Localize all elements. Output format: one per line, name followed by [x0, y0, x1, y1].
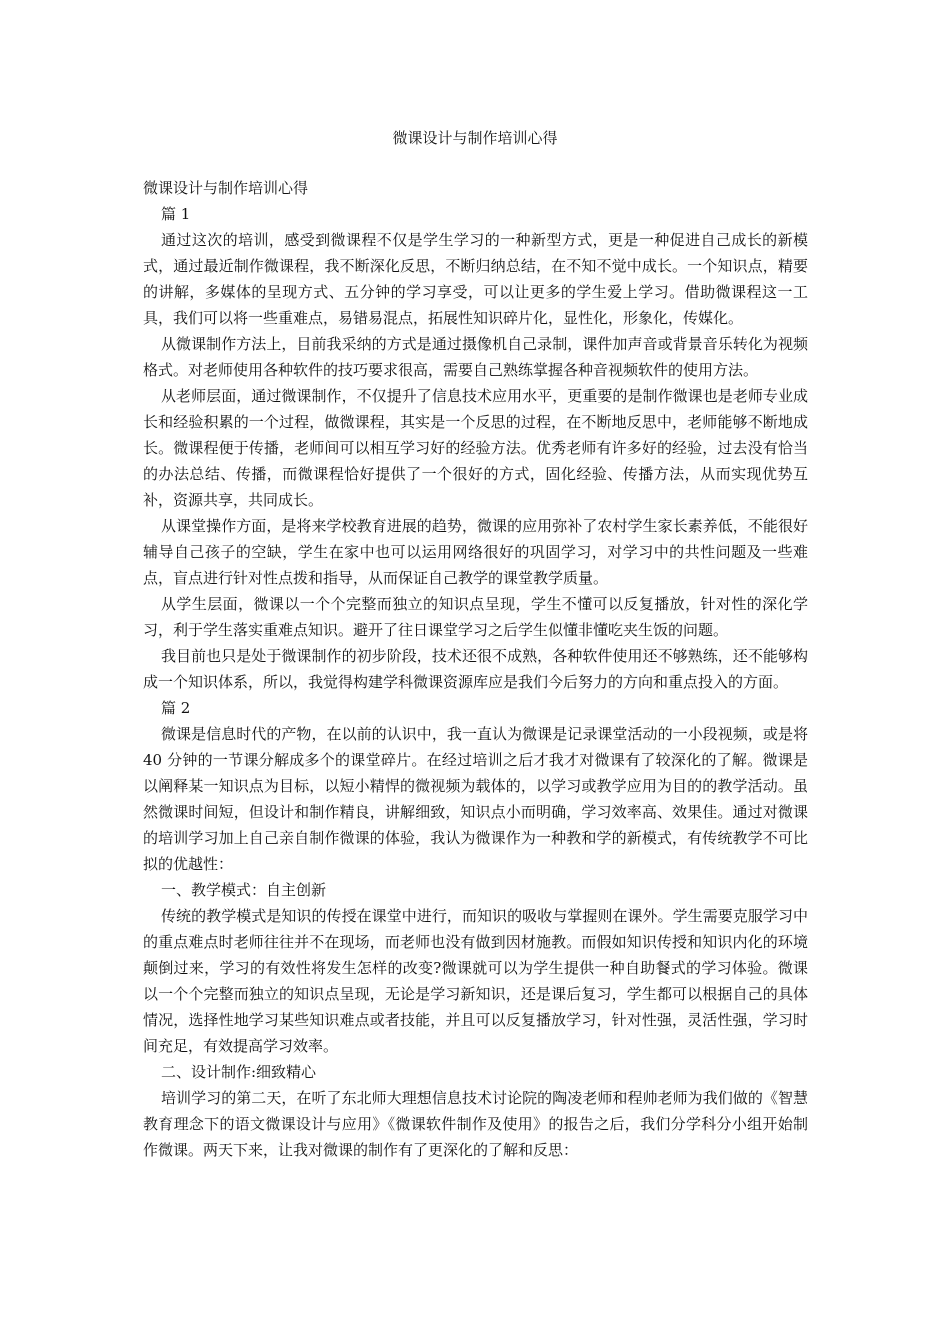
paragraph: 通过这次的培训，感受到微课程不仅是学生学习的一种新型方式，更是一种促进自己成长的新模式，通过最近制作微课程，我不断深化反思，不断归纳总结，在不知不觉中成长。一个知识点，精要的讲解，多媒体的呈现方式、五分钟的学习享受，可以让更多的学生爱上学习。借助微课程这一工具，我们可以将一些重难点，易错易混点，拓展性知识碎片化，显性化，形象化，传媒化。	[143, 231, 808, 327]
paragraph: 从学生层面，微课以一个个完整而独立的知识点呈现，学生不懂可以反复播放，针对性的深化学习，利于学生落实重难点知识。避开了往日课堂学习之后学生似懂非懂吃夹生饭的问题。	[143, 595, 808, 639]
paragraph: 一、教学模式：自主创新	[161, 881, 327, 899]
paragraph: 从课堂操作方面，是将来学校教育进展的趋势，微课的应用弥补了农村学生家长素养低，不能很好辅导自己孩子的空缺，学生在家中也可以运用网络很好的巩固学习，对学习中的共性问题及一些难点，盲点进行针对性点拨和指导，从而保证自己教学的课堂教学质量。	[143, 517, 808, 587]
paragraph: 二、设计制作:细致精心	[161, 1063, 317, 1081]
paragraph: 微课设计与制作培训心得	[143, 179, 309, 197]
document-title: 微课设计与制作培训心得	[392, 129, 558, 147]
paragraph: 从老师层面，通过微课制作，不仅提升了信息技术应用水平，更重要的是制作微课也是老师专业成长和经验积累的一个过程，做微课程，其实是一个反思的过程，在不断地反思中，老师能够不断地成长。微课程便于传播，老师间可以相互学习好的经验方法。优秀老师有许多好的经验，过去没有恰当的办法总结、传播，而微课程恰好提供了一个很好的方式，固化经验、传播方法，从而实现优势互补，资源共享，共同成长。	[143, 387, 808, 509]
document-body	[143, 175, 808, 1163]
paragraph: 篇 2	[161, 699, 191, 717]
paragraph: 培训学习的第二天，在听了东北师大理想信息技术讨论院的陶凌老师和程帅老师为我们做的《智慧教育理念下的语文微课设计与应用》《微课软件制作及使用》的报告之后，我们分学科分小组开始制作微课。两天下来，让我对微课的制作有了更深化的了解和反思：	[143, 1089, 808, 1159]
paragraph: 篇 1	[161, 205, 191, 223]
paragraph: 微课是信息时代的产物，在以前的认识中，我一直认为微课是记录课堂活动的一小段视频，或是将 40 分钟的一节课分解成多个的课堂碎片。在经过培训之后才我才对微课有了较深化的了解。微课是以阐释某一知识点为目标，以短小精悍的微视频为载体的，以学习或教学应用为目的的教学活动。虽然微课时间短，但设计和制作精良，讲解细致，知识点小而明确，学习效率高、效果佳。通过对微课的培训学习加上自己亲自制作微课的体验，我认为微课作为一种教和学的新模式，有传统教学不可比拟的优越性：	[143, 725, 808, 873]
paragraph: 传统的教学模式是知识的传授在课堂中进行，而知识的吸收与掌握则在课外。学生需要克服学习中的重点难点时老师往往并不在现场，而老师也没有做到因材施教。而假如知识传授和知识内化的环境颠倒过来，学习的有效性将发生怎样的改变?微课就可以为学生提供一种自助餐式的学习体验。微课以一个个完整而独立的知识点呈现，无论是学习新知识，还是课后复习，学生都可以根据自己的具体情况，选择性地学习某些知识难点或者技能，并且可以反复播放学习，针对性强，灵活性强，学习时间充足，有效提高学习效率。	[143, 907, 808, 1055]
paragraph: 从微课制作方法上，目前我采纳的方式是通过摄像机自己录制，课件加声音或背景音乐转化为视频格式。对老师使用各种软件的技巧要求很高，需要自己熟练掌握各种音视频软件的使用方法。	[143, 335, 808, 379]
paragraph: 我目前也只是处于微课制作的初步阶段，技术还很不成熟，各种软件使用还不够熟练，还不能够构成一个知识体系，所以，我觉得构建学科微课资源库应是我们今后努力的方向和重点投入的方面。	[143, 647, 808, 691]
